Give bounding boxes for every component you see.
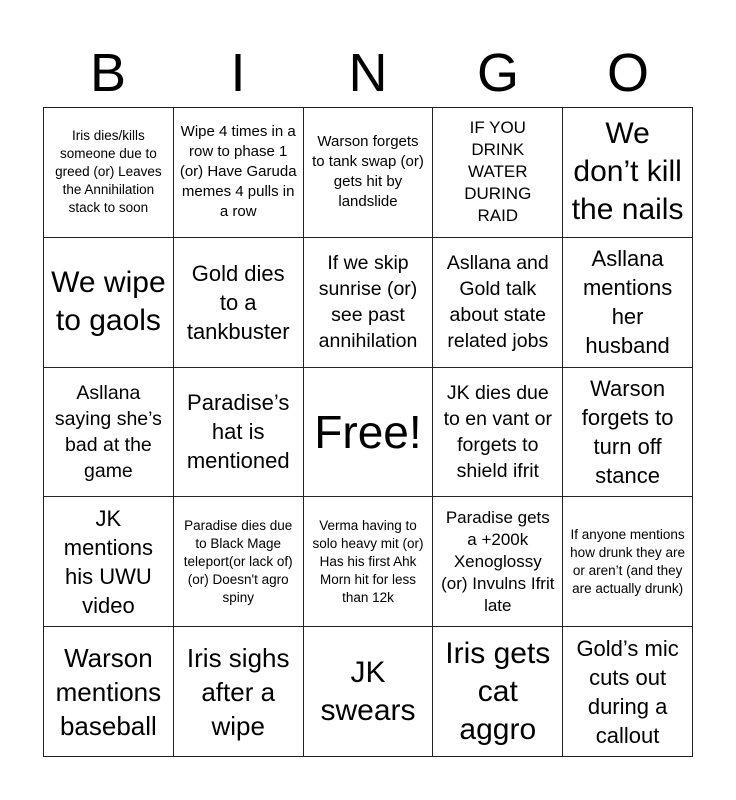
cell-text: Warson mentions baseball (55, 642, 162, 741)
bingo-cell[interactable] (563, 238, 693, 368)
bingo-cell[interactable] (174, 238, 304, 368)
free-space[interactable] (304, 368, 434, 498)
bingo-cell[interactable] (433, 627, 563, 757)
cell-text: We wipe to gaols (51, 266, 166, 338)
header-letter-b: B (89, 43, 127, 103)
cell-text: JK swears (320, 655, 416, 727)
cell-text: Paradise’s hat is mentioned (186, 390, 290, 474)
bingo-cell[interactable] (304, 497, 434, 627)
bingo-cell[interactable] (174, 627, 304, 757)
bingo-cell[interactable] (433, 238, 563, 368)
cell-text: IF YOU DRINK WATER DURING RAID (464, 118, 532, 226)
cell-text: Free! (314, 405, 422, 458)
cell-text: JK dies due to en vant or forgets to shield ifrit (443, 381, 552, 482)
bingo-header (43, 42, 693, 104)
header-letter-g: G (476, 43, 519, 103)
header-letter-o: O (606, 43, 649, 103)
cell-text: We don’t kill the nails (571, 117, 684, 227)
bingo-cell[interactable] (304, 108, 434, 238)
bingo-cell[interactable] (433, 108, 563, 238)
cell-text: Paradise dies due to Black Mage teleport(or lack of) (or) Doesn't agro spiny (183, 517, 293, 605)
bingo-cell[interactable] (563, 108, 693, 238)
bingo-cell[interactable] (44, 238, 174, 368)
cell-text: Iris dies/kills someone due to greed (or) Leaves the Annihilation stack to soon (55, 128, 162, 216)
bingo-cell[interactable] (44, 627, 174, 757)
cell-text: Asllana and Gold talk about state related jobs (446, 252, 549, 353)
cell-text: If we skip sunrise (or) see past annihilation (318, 252, 418, 353)
cell-text: Iris gets cat aggro (445, 636, 551, 746)
header-letter-n: N (348, 43, 388, 103)
cell-text: JK mentions his UWU video (63, 505, 154, 618)
cell-text: Paradise gets a +200k Xenoglossy (or) Invulns Ifrit late (441, 507, 555, 615)
bingo-cell[interactable] (44, 497, 174, 627)
header-letter-i: I (230, 43, 246, 103)
bingo-cell[interactable] (44, 368, 174, 498)
bingo-cell[interactable] (433, 497, 563, 627)
bingo-cell[interactable] (44, 108, 174, 238)
cell-text: If anyone mentions how drunk they are or aren’t (and they are actually drunk) (570, 526, 685, 596)
bingo-cell[interactable] (563, 627, 693, 757)
cell-text: Asllana saying she’s bad at the game (54, 381, 162, 482)
bingo-cell[interactable] (174, 108, 304, 238)
cell-text: Iris sighs after a wipe (186, 642, 290, 741)
bingo-cell[interactable] (433, 368, 563, 498)
bingo-cell[interactable] (563, 497, 693, 627)
bingo-card (43, 107, 693, 757)
bingo-cell[interactable] (174, 368, 304, 498)
cell-text: Warson forgets to tank swap (or) gets hit by landslide (312, 133, 424, 211)
cell-text: Wipe 4 times in a row to phase 1 (or) Have Garuda memes 4 pulls in a row (179, 123, 297, 221)
cell-text: Verma having to solo heavy mit (or) Has his first Ahk Morn hit for less than 12k (312, 517, 424, 605)
bingo-cell[interactable] (304, 627, 434, 757)
bingo-cell[interactable] (304, 238, 434, 368)
cell-text: Asllana mentions her husband (582, 246, 673, 359)
cell-text: Gold’s mic cuts out during a callout (576, 635, 679, 748)
bingo-cell[interactable] (174, 497, 304, 627)
cell-text: Warson forgets to turn off stance (581, 375, 674, 488)
cell-text: Gold dies to a tankbuster (186, 260, 290, 344)
bingo-cell[interactable] (563, 368, 693, 498)
